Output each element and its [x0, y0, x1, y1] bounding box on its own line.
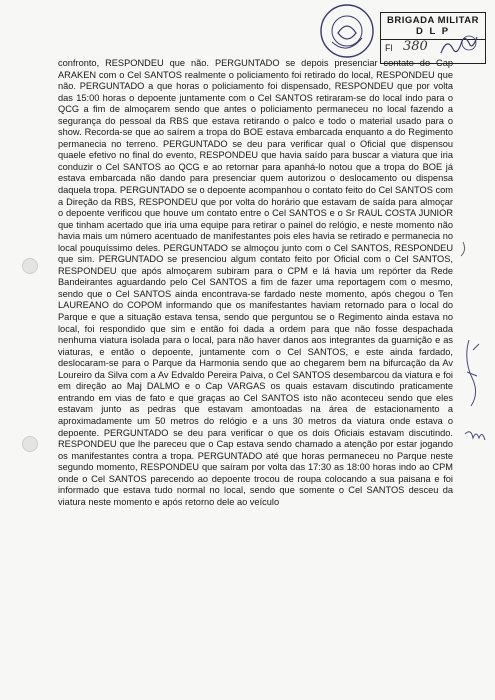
stamp-line-1: BRIGADA MILITAR: [387, 15, 479, 26]
stamp-signature-mark: [439, 35, 479, 59]
punch-hole: [22, 436, 38, 452]
testimony-text: [58, 58, 453, 508]
punch-hole: [22, 258, 38, 274]
body-paragraph: confronto, RESPONDEU que não. PERGUNTADO se depois presenciar contato do Cap ARAKEN com o Cel SANTOS realmente o policiamento foi retirado do local, RESPONDEU que não. PERGUNTADO a que horas o policiamento foi dispensado, RESPONDEU que por volta das 15:00 horas o depoente juntamente com o Cel SANTOS retiraram-se do local indo para o QCG a fim de almoçarem sendo que antes o policiamento permaneceu no local fazendo a segurança do pessoal da RBS que estava retirando o palco e todo o material usado para o show. Recorda-se que ao saírem a tropa do BOE estava embarcada enquanto a do Regimento permanecia no terreno. PERGUNTADO se deu para verificar qual o Oficial que dispensou quaele efetivo no final do evento, RESPONDEU que havia saído para buscar a viatura que iria conduzir o Cel SANTOS ao QCG e ao retornar para apanhá-lo notou que a tropa do BOE já estava embarcada não dando para presenciar quem autorizou o deslocamento ou dispensa daquela tropa. PERGUNTADO se o depoente acompanhou o contato feito do Cel SANTOS com a Direção da RBS, RESPONDEU que por volta do horário que estavam de saída para almoçar o depoente verificou que houve um contato entre o Cel SANTOS e o Sr RAUL COSTA JUNIOR que tinham acertado que iria uma equipe para retirar o painel do relógio, e neste momento não havia mais um número acentuado de manifestantes pois eles havia se retirado e permanecia no local pouquíssimo deles. PERGUNTADO se almoçou junto com o Cel SANTOS, RESPONDEU que sim. PERGUNTADO se presenciou algum contato feito por Oficial com o Cel SANTOS, RESPONDEU que após almoçarem subiram para o CPM e lá havia um repórter da Rede Bandeirantes aguardando pelo Cel SANTOS a fim de fazer uma reportagem com o mesmo, sendo que o Cel SANTOS ainda encontrava-se fardado neste momento, após chegou o Ten LAUREANO do COPOM informando que os manifestantes haviam retornado para o local do Parque e que a situação estava tensa, sendo que perguntou se o Regimento ainda estava no local, foi respondido que sim e então foi dada a ordem para que não fosse despachada nenhuma viatura isolada para o local, para não haver danos aos integrantes da guarnição e as viaturas, e então o depoente, juntamente com o Cel SANTOS, e este ainda fardado, deslocaram-se para o Parque da Harmonia sendo que ao chegarem bem na bifurcação da Av Loureiro da Silva com a Av Edvaldo Pereira Paiva, o Cel SANTOS desembarcou da viatura e foi em direção ao Maj DALMO e o Cap VARGAS os quais estavam discutindo praticamente entrando em vias de fato e que graças ao Cel SANTOS isto não aconteceu sendo que eles estavam junto as pedras que estavam amontoadas na área de estacionamento a aproximadamente um 50 metros do relógio e a uns 30 metros da viatura onde estava o depoente. PERGUNTADO se deu para verificar o que os dois Oficiais estavam discutindo. RESPONDEU que lhe pareceu que o Cap estava sendo chamado a atenção por estar jogando os manifestantes contra a tropa. PERGUNTADO até que horas permaneceu no Parque neste segundo momento, RESPONDEU que saíram por volta das 17:30 as 18:00 horas indo ao CPM onde o Cel SANTOS parecendo ao depoente trocou de roupa colocando a sua paisana e foi informado que estava tudo normal no local, sendo que somente o Cel SANTOS desceu da viatura neste momento e após retorno dele ao veículo: [58, 58, 453, 507]
folio-number: 380: [403, 39, 428, 54]
stamp-line-2: D L P: [381, 26, 485, 40]
margin-handwritten-marks: [455, 240, 491, 460]
folio-label: Fl: [385, 43, 393, 53]
court-seal-stamp: [318, 2, 376, 60]
brigada-militar-stamp: [380, 12, 486, 64]
